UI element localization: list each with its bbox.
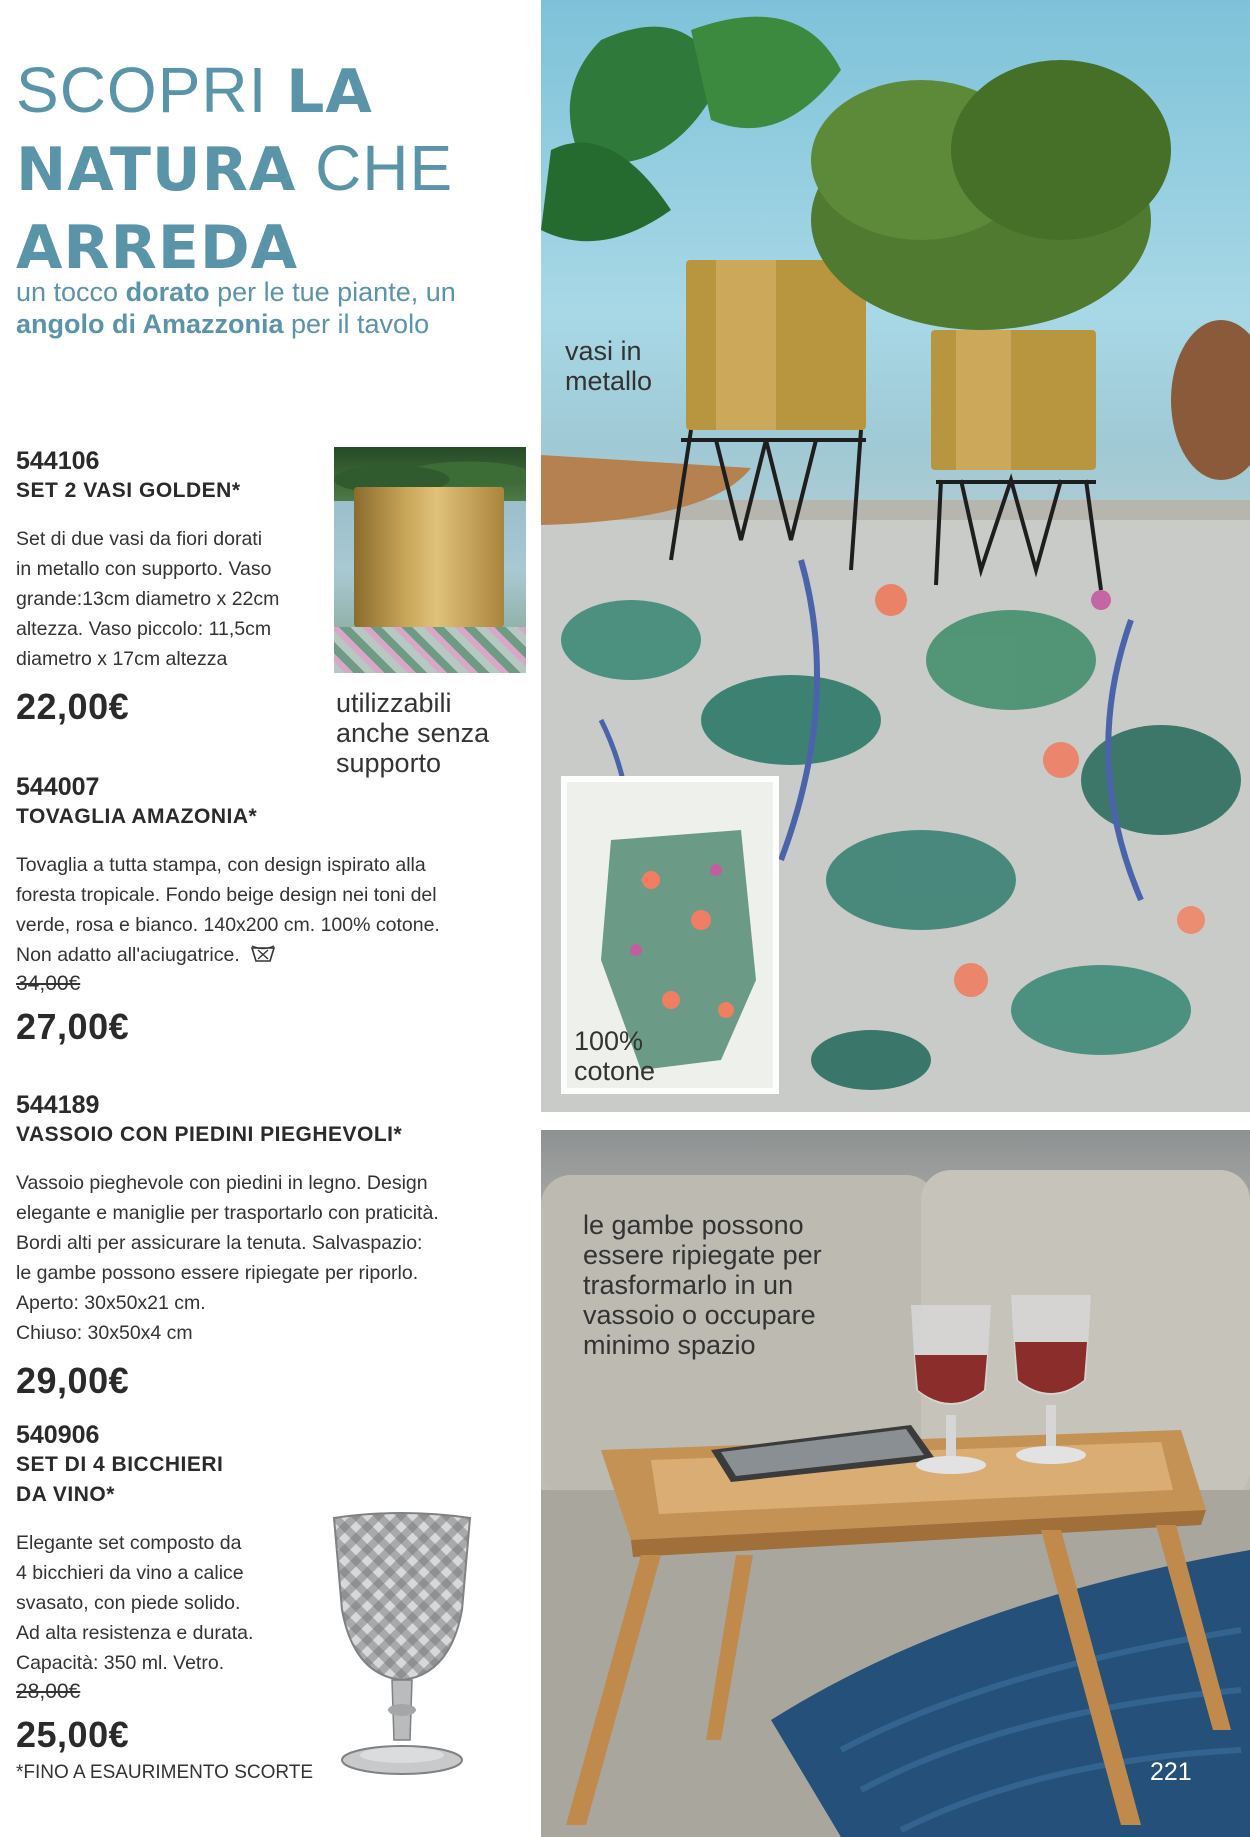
desc-line: le gambe possono essere ripiegate per riporlo.	[16, 1262, 419, 1284]
desc-line: altezza. Vaso piccolo: 11,5cm	[16, 618, 272, 640]
product-price: 27,00€	[16, 1006, 130, 1047]
caption-line: anche senza	[336, 718, 490, 748]
desc-line: Ad alta resistenza e durata.	[16, 1622, 254, 1644]
product-vassoio	[16, 1090, 531, 1402]
headline-word-che: CHE	[296, 132, 454, 204]
product-set-2-vasi	[16, 446, 336, 728]
product-bicchieri	[16, 1420, 316, 1756]
headline-line-2	[16, 130, 536, 208]
footnote: *FINO A ESAURIMENTO SCORTE	[16, 1762, 314, 1783]
caption-line: supporto	[336, 748, 442, 778]
pot-thumbnail-image	[334, 447, 526, 673]
product-code: 540906	[16, 1421, 100, 1449]
desc-line: Bordi alti per assicurare la tenuta. Salvaspazio:	[16, 1232, 423, 1254]
headline-word-natura: NATURA	[16, 135, 297, 205]
headline-word-scopri: SCOPRI	[16, 54, 287, 126]
caption-vasi-metallo	[565, 336, 652, 396]
plants-tablecloth-photo	[541, 0, 1250, 1112]
headline-word-arreda: ARREDA	[16, 213, 299, 283]
desc-line: elegante e maniglie per trasportarlo con praticità.	[16, 1202, 439, 1224]
desc-line: verde, rosa e bianco. 140x200 cm. 100% cotone.	[16, 914, 440, 936]
tablecloth-strip	[334, 627, 526, 673]
product-name: TOVAGLIA AMAZONIA*	[16, 805, 258, 828]
desc-line: foresta tropicale. Fondo beige design nei toni del	[16, 884, 437, 906]
caption-line: metallo	[565, 366, 653, 396]
desc-line: 4 bicchieri da vino a calice	[16, 1562, 244, 1584]
page-number: 221	[1150, 1758, 1192, 1786]
product-old-price: 34,00€	[16, 972, 81, 995]
product-description	[16, 524, 336, 674]
caption-line: cotone	[574, 1056, 656, 1086]
product-code: 544106	[16, 447, 100, 475]
caption-line: utilizzabili	[336, 688, 452, 718]
caption-line: vasi in	[565, 336, 642, 366]
desc-line: Set di due vasi da fiori dorati	[16, 528, 263, 550]
desc-line: diametro x 17cm altezza	[16, 648, 228, 670]
desc-line: Non adatto all'aciugatrice.	[16, 944, 240, 966]
desc-line-with-icon	[16, 940, 526, 970]
product-price: 25,00€	[16, 1714, 130, 1755]
caption-line: essere ripiegate per	[583, 1240, 822, 1270]
subtitle-text-2: per le tue piante, un	[209, 277, 456, 307]
subtitle-text-1: un tocco	[16, 277, 126, 307]
product-name: SET 2 VASI GOLDEN*	[16, 479, 241, 502]
product-code: 544189	[16, 1091, 100, 1119]
product-name: VASSOIO CON PIEDINI PIEGHEVOLI*	[16, 1123, 403, 1146]
product-code: 544007	[16, 773, 100, 801]
product-description	[16, 1168, 531, 1348]
plants-scene-illustration	[541, 0, 1250, 1112]
product-name: DA VINO*	[16, 1483, 115, 1506]
headline-line-1	[16, 52, 536, 130]
product-description	[16, 850, 526, 970]
caption-senza-supporto	[336, 688, 489, 778]
desc-line: Elegante set composto da	[16, 1532, 242, 1554]
caption-line: le gambe possono	[583, 1210, 804, 1240]
gold-pot	[354, 487, 504, 627]
wine-glass-image	[322, 1510, 482, 1795]
subtitle-bold-1: dorato	[125, 277, 210, 307]
desc-line: Capacità: 350 ml. Vetro.	[16, 1652, 225, 1674]
product-price: 29,00€	[16, 1360, 130, 1401]
desc-line: grande:13cm diametro x 22cm	[16, 588, 280, 610]
product-price: 22,00€	[16, 686, 130, 727]
product-tovaglia-amazonia	[16, 772, 526, 1048]
product-name: SET DI 4 BICCHIERI	[16, 1453, 224, 1476]
desc-line: Chiuso: 30x50x4 cm	[16, 1322, 193, 1344]
desc-line: in metallo con supporto. Vaso	[16, 558, 272, 580]
caption-line: trasformarlo in un	[583, 1270, 794, 1300]
headline-word-la: LA	[286, 57, 373, 127]
desc-line: Vassoio pieghevole con piedini in legno. Design	[16, 1172, 428, 1194]
subtitle	[16, 276, 536, 340]
caption-line: 100%	[574, 1026, 644, 1056]
desc-line: Tovaglia a tutta stampa, con design ispirato alla	[16, 854, 426, 876]
headline	[16, 52, 536, 286]
headline-line-3	[16, 208, 536, 286]
subtitle-bold-2: angolo di Amazzonia	[16, 309, 284, 339]
desc-line: Aperto: 30x50x21 cm.	[16, 1292, 206, 1314]
desc-line: svasato, con piede solido.	[16, 1592, 241, 1614]
tray-photo	[541, 1130, 1250, 1837]
caption-line: minimo spazio	[583, 1330, 756, 1360]
subtitle-text-3: per il tavolo	[283, 309, 430, 339]
caption-line: vassoio o occupare	[583, 1300, 816, 1330]
caption-gambe	[583, 1210, 822, 1360]
no-tumble-dry-icon	[249, 944, 277, 964]
product-description	[16, 1528, 316, 1678]
caption-cotone	[574, 1026, 655, 1086]
product-old-price: 28,00€	[16, 1680, 81, 1703]
